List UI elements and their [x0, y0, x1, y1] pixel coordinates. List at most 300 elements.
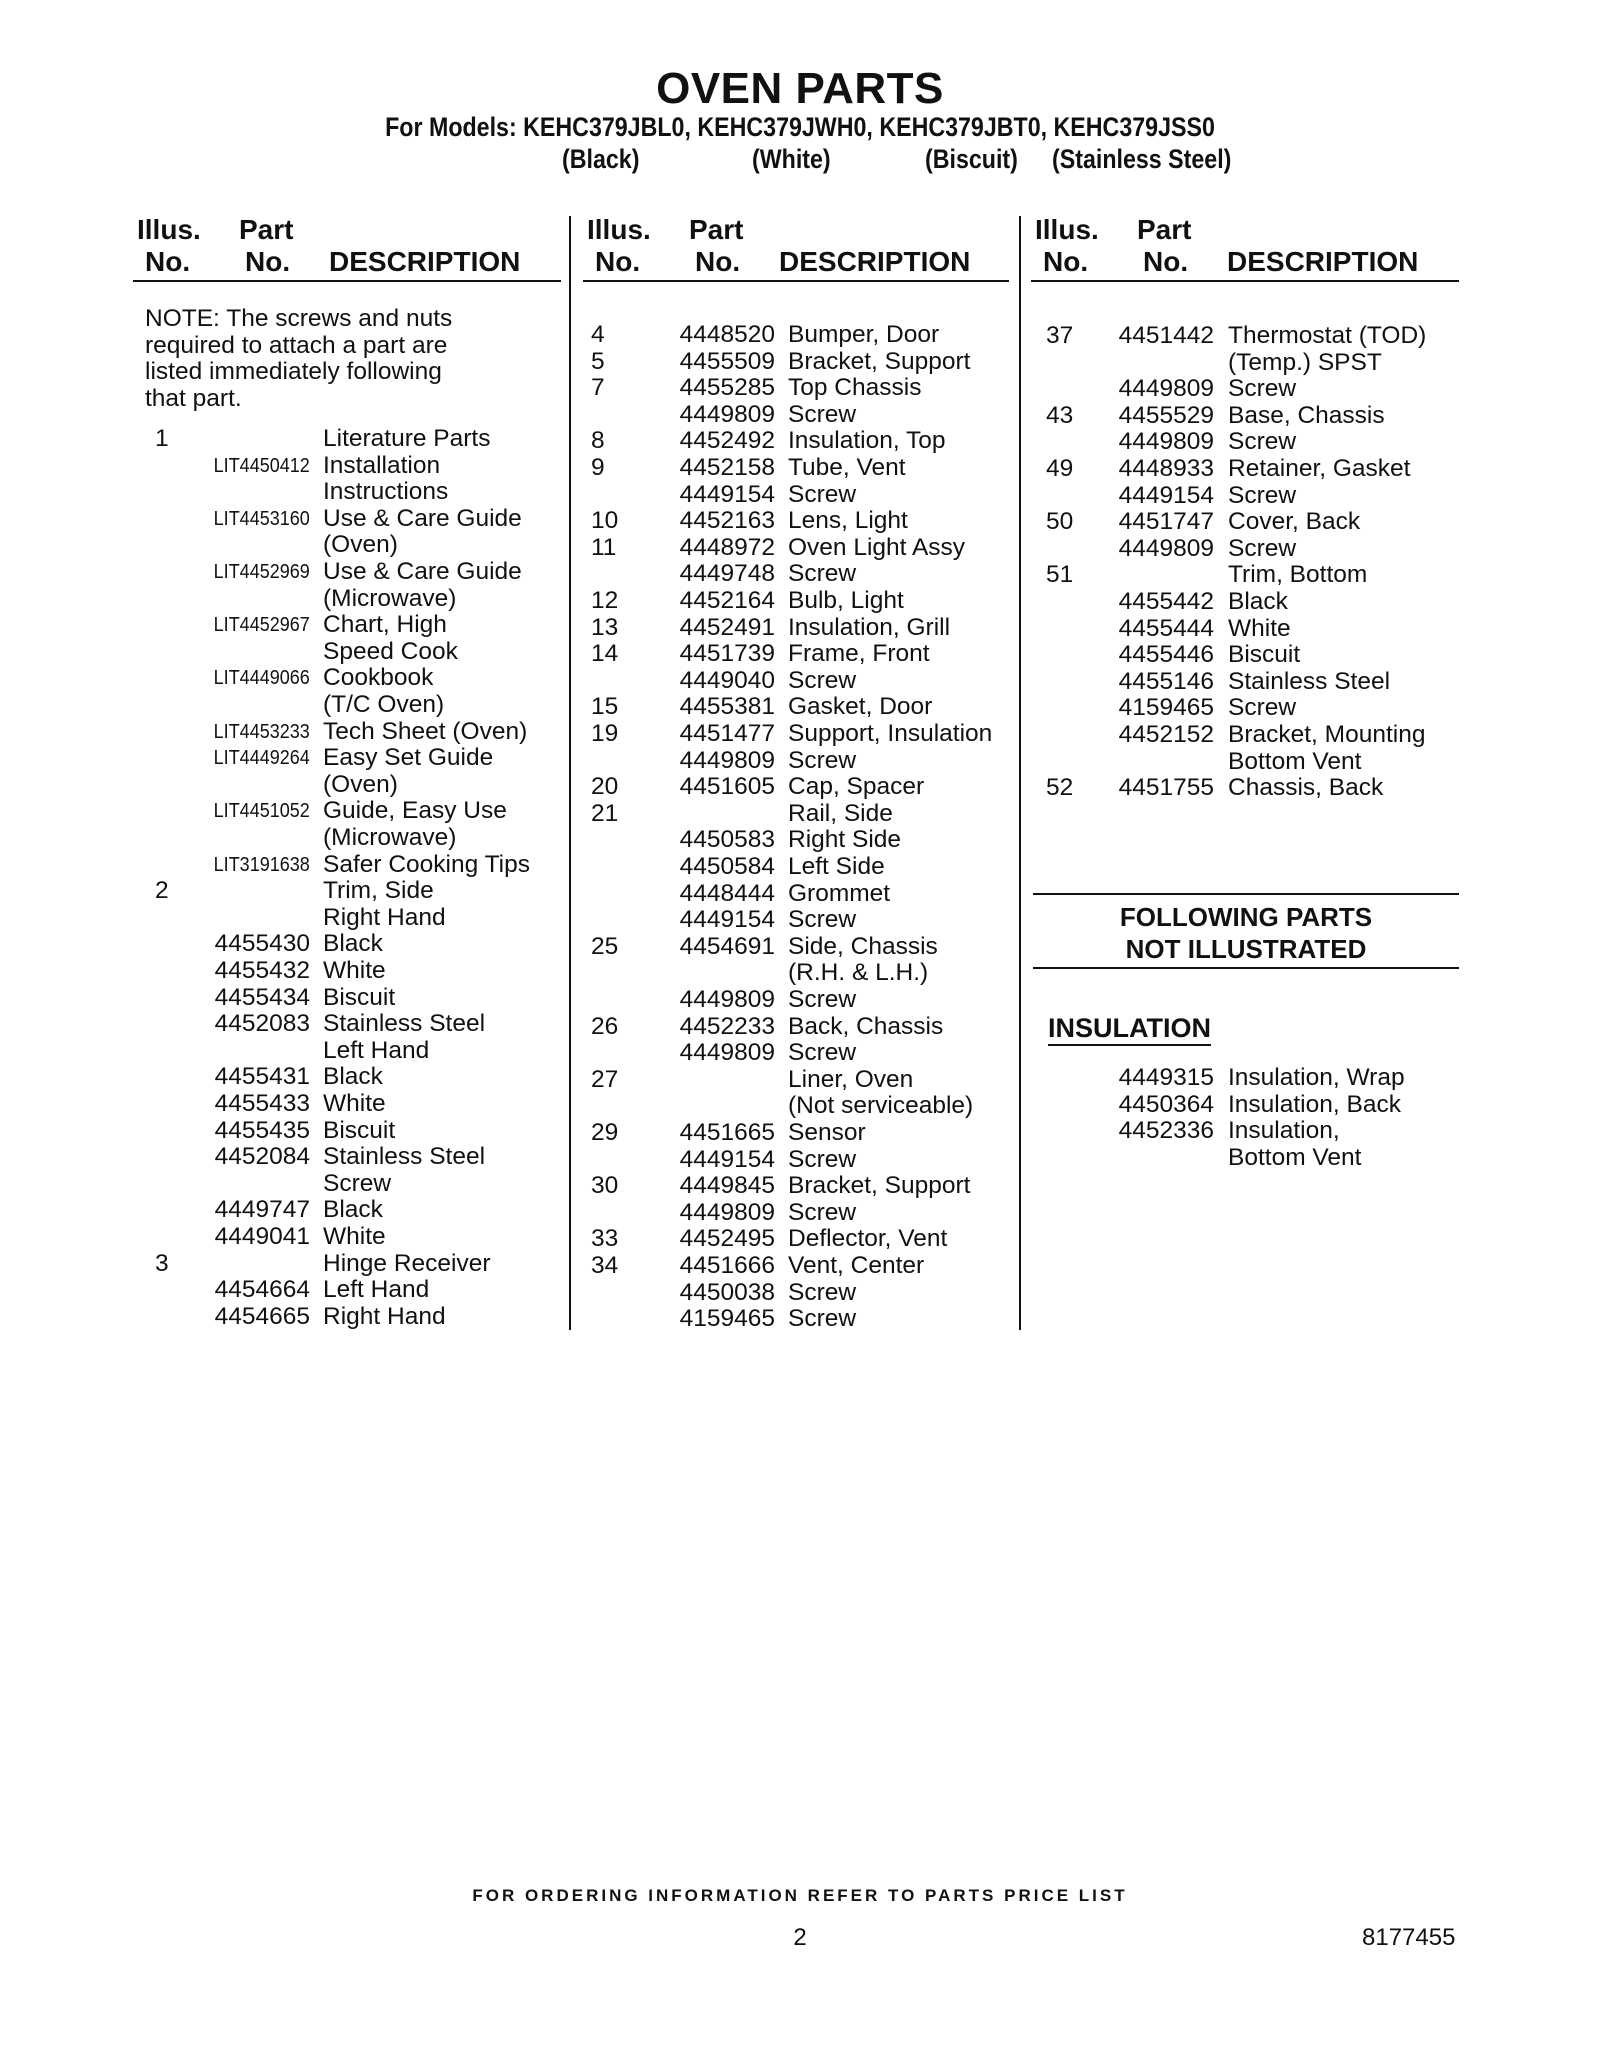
part-number: 4455146 [1118, 667, 1214, 695]
part-description: Speed Cook [323, 637, 458, 665]
page-number: 2 [793, 1924, 807, 1951]
part-description: Screw [1228, 481, 1297, 509]
finish-biscuit: (Biscuit) [925, 144, 1018, 174]
part-description: Right Hand [323, 903, 446, 931]
part-description: Stainless Steel [323, 1010, 486, 1038]
part-description: Screw [1228, 534, 1297, 562]
table-row [1031, 669, 1461, 696]
table-row [1031, 483, 1461, 510]
part-number: 4454665 [214, 1302, 310, 1330]
part-number: 4449154 [679, 480, 775, 508]
part-description: Right Hand [323, 1302, 446, 1330]
column-divider [1019, 216, 1021, 1330]
part-number: 4455435 [214, 1116, 310, 1144]
part-no-label: No. [695, 246, 741, 277]
part-description: Trim, Bottom [1228, 561, 1368, 589]
table-row [133, 426, 563, 453]
part-number: 4452163 [679, 507, 775, 535]
part-number: 4452233 [679, 1012, 775, 1040]
table-row [583, 907, 1013, 934]
part-number: 4448972 [679, 533, 775, 561]
illus-number: 33 [591, 1225, 619, 1253]
part-description: Right Side [788, 826, 902, 854]
part-description: Support, Insulation [788, 720, 993, 747]
table-row [583, 1226, 1013, 1253]
part-number: 4449315 [1118, 1064, 1214, 1091]
part-number: LIT3191638 [213, 853, 310, 876]
table-row [583, 402, 1013, 429]
part-description: Screw [1228, 428, 1297, 456]
part-description: White [323, 1090, 386, 1117]
table-row [133, 719, 563, 746]
part-number: 4449809 [679, 746, 775, 774]
part-description: Insulation, Back [1228, 1090, 1401, 1118]
column-divider [569, 216, 571, 1330]
ordering-info: FOR ORDERING INFORMATION REFER TO PARTS PRICE LIST [472, 1886, 1128, 1905]
illus-number: 7 [591, 374, 605, 402]
part-description: Grommet [788, 879, 891, 907]
table-row [583, 827, 1013, 854]
part-description: Sensor [788, 1119, 866, 1146]
illus-number: 51 [1046, 561, 1074, 589]
part-number: 4449747 [214, 1196, 310, 1224]
table-row [583, 694, 1013, 721]
table-row [133, 852, 563, 879]
illus-number: 37 [1046, 322, 1074, 349]
part-description: Cap, Spacer [788, 773, 925, 801]
part-number: LIT4452969 [213, 561, 310, 583]
table-row [1031, 1092, 1461, 1119]
illus-number: 50 [1046, 508, 1074, 536]
table-row [1031, 695, 1461, 722]
part-description: Screw [788, 480, 857, 508]
table-row [133, 1144, 563, 1171]
part-number: 4449809 [1118, 375, 1214, 403]
not-illustrated-heading [1033, 893, 1459, 969]
part-description: (Oven) [323, 531, 398, 559]
part-number: 4159465 [1118, 694, 1214, 722]
part-description: Insulation, Wrap [1228, 1064, 1405, 1091]
part-description: Bracket, Support [788, 1172, 971, 1200]
table-row [133, 532, 563, 559]
part-description: Screw [788, 666, 857, 694]
illus-label: Illus. [587, 214, 651, 245]
part-description: Retainer, Gasket [1228, 455, 1411, 482]
part-description: Bracket, Mounting [1228, 721, 1426, 748]
illus-number: 14 [591, 640, 619, 668]
illus-number: 21 [591, 799, 619, 827]
table-row [583, 1200, 1013, 1227]
table-row [133, 958, 563, 985]
part-number: 4451665 [679, 1119, 775, 1146]
part-description: Biscuit [1228, 641, 1301, 669]
table-row [1031, 1065, 1461, 1092]
table-row [583, 1093, 1013, 1120]
part-description: Instructions [323, 478, 449, 506]
part-number: 4448444 [679, 879, 775, 907]
table-row [583, 1014, 1013, 1041]
part-description: Base, Chassis [1228, 401, 1385, 429]
illus-number: 19 [591, 720, 619, 747]
table-row [133, 559, 563, 586]
part-description: Installation [323, 451, 441, 479]
illus-label: Illus. [137, 214, 201, 245]
finish-black: (Black) [562, 144, 640, 174]
part-description: Biscuit [323, 1116, 396, 1144]
illus-number: 4 [591, 321, 605, 348]
table-row [583, 482, 1013, 509]
part-description: Insulation, Grill [788, 613, 951, 641]
part-description: Insulation, Top [788, 427, 946, 455]
part-number: 4449154 [679, 1145, 775, 1173]
part-description: Vent, Center [788, 1252, 925, 1279]
illus-number: 29 [591, 1119, 619, 1146]
not-illustrated-line-1: FOLLOWING PARTS [1119, 902, 1373, 932]
part-number: LIT4453160 [213, 507, 310, 530]
part-description: Tube, Vent [788, 454, 906, 481]
part-number: 4451477 [679, 720, 775, 747]
illus-number: 34 [591, 1252, 619, 1279]
model-list: For Models: KEHC379JBL0, KEHC379JWH0, KEHC379JBT0, KEHC379JSS0 [385, 112, 1215, 142]
part-description: Screw [788, 1278, 857, 1306]
part-description: Bulb, Light [788, 587, 904, 614]
table-row [133, 798, 563, 825]
illus-number: 52 [1046, 774, 1074, 802]
table-row [583, 1040, 1013, 1067]
table-row [1031, 642, 1461, 669]
part-description: Biscuit [323, 983, 396, 1011]
illus-number: 8 [591, 427, 605, 455]
illus-no-label: No. [595, 246, 641, 277]
part-description: Bumper, Door [788, 321, 940, 348]
part-description: (R.H. & L.H.) [788, 959, 929, 987]
table-row [583, 1120, 1013, 1147]
table-row [133, 665, 563, 692]
table-row [583, 854, 1013, 881]
table-row [133, 745, 563, 772]
table-row [583, 322, 1013, 349]
table-row [133, 985, 563, 1012]
part-description: Cookbook [323, 664, 434, 692]
part-number: 4452084 [214, 1143, 310, 1171]
part-description: Screw [788, 400, 857, 428]
part-description: Gasket, Door [788, 693, 933, 721]
part-number: 4452152 [1118, 721, 1214, 748]
table-row [133, 1011, 563, 1038]
table-row [1031, 509, 1461, 536]
part-description: Trim, Side [323, 877, 434, 905]
part-description: Oven Light Assy [788, 533, 966, 561]
table-row [133, 1277, 563, 1304]
part-description: Stainless Steel [1228, 667, 1391, 695]
table-row [583, 1253, 1013, 1280]
table-row [1031, 456, 1461, 483]
part-description: Screw [788, 906, 857, 934]
illus-number: 5 [591, 347, 605, 375]
part-description: (T/C Oven) [323, 691, 445, 718]
table-row [1031, 429, 1461, 456]
part-description: (Oven) [323, 770, 398, 798]
part-description: White [323, 1223, 386, 1250]
table-row [133, 1251, 563, 1278]
part-description: White [1228, 614, 1291, 642]
table-row [583, 987, 1013, 1014]
table-row [133, 825, 563, 852]
table-row [583, 801, 1013, 828]
table-row [1031, 350, 1461, 377]
part-number: 4448520 [679, 321, 775, 348]
part-description: Black [323, 1196, 383, 1224]
part-description: Literature Parts [323, 425, 491, 452]
part-number: 4452492 [679, 427, 775, 455]
part-description: Hinge Receiver [323, 1249, 491, 1277]
part-number: 4454691 [679, 932, 775, 960]
table-row [583, 668, 1013, 695]
table-row [583, 748, 1013, 775]
illus-number: 9 [591, 454, 605, 481]
table-row [1031, 403, 1461, 430]
part-description: Bottom Vent [1228, 1143, 1362, 1171]
part-description: Screw [788, 986, 857, 1013]
finish-white: (White) [752, 144, 831, 174]
table-row [583, 641, 1013, 668]
part-description: Black [323, 1063, 383, 1091]
part-description: Black [1228, 588, 1288, 615]
finish-stainless-steel: (Stainless Steel) [1052, 144, 1232, 174]
table-row [1031, 589, 1461, 616]
part-number: LIT4449066 [213, 667, 310, 690]
illus-number: 13 [591, 613, 619, 641]
part-number: LIT4450412 [213, 454, 310, 477]
part-number: 4455446 [1118, 641, 1214, 669]
table-row [1031, 376, 1461, 403]
part-description: Screw [1228, 694, 1297, 722]
part-description: Stainless Steel [323, 1143, 486, 1171]
part-description: Easy Set Guide [323, 744, 494, 772]
part-number: 4452495 [679, 1225, 775, 1253]
illus-number: 1 [155, 425, 169, 452]
table-row [133, 1171, 563, 1198]
part-description: Tech Sheet (Oven) [323, 717, 528, 745]
table-row [583, 375, 1013, 402]
illus-number: 27 [591, 1065, 619, 1093]
part-number: 4449154 [1118, 481, 1214, 509]
part-number: 4451442 [1118, 322, 1214, 349]
page-title: OVEN PARTS [656, 64, 944, 113]
table-row [1031, 562, 1461, 589]
part-description: Screw [788, 1305, 857, 1333]
part-number: 4455509 [679, 347, 775, 375]
table-row [583, 561, 1013, 588]
part-description: Deflector, Vent [788, 1225, 948, 1253]
part-number: 4451605 [679, 773, 775, 801]
part-number: 4455430 [214, 930, 310, 958]
part-number: 4159465 [679, 1305, 775, 1333]
part-number: 4455432 [214, 957, 310, 984]
part-number: 4449809 [679, 1198, 775, 1226]
illus-number: 43 [1046, 401, 1074, 429]
not-illustrated-line-2: NOT ILLUSTRATED [1125, 934, 1367, 964]
part-description: Lens, Light [788, 507, 908, 535]
part-description: Black [323, 930, 383, 958]
part-description: Thermostat (TOD) [1228, 322, 1427, 349]
part-description: (Microwave) [323, 824, 457, 851]
illus-no-label: No. [1043, 246, 1089, 277]
part-number: 4450583 [679, 826, 775, 854]
part-number: 4455285 [679, 374, 775, 402]
part-description: Screw [788, 1039, 857, 1067]
illus-number: 30 [591, 1172, 619, 1200]
part-description: (Temp.) SPST [1228, 348, 1382, 376]
part-description: Screw [1228, 375, 1297, 403]
part-label: Part [239, 214, 294, 245]
illus-number: 49 [1046, 455, 1074, 482]
table-row [133, 1038, 563, 1065]
part-number: LIT4449264 [213, 747, 310, 770]
table-row [133, 905, 563, 932]
part-number: 4449154 [679, 906, 775, 934]
table-row [133, 1064, 563, 1091]
description-label: DESCRIPTION [329, 246, 521, 277]
table-row [1031, 536, 1461, 563]
table-row [583, 774, 1013, 801]
part-description: Bracket, Support [788, 347, 971, 375]
table-row [583, 1147, 1013, 1174]
table-row [133, 506, 563, 533]
table-row [583, 349, 1013, 376]
part-description: Left Hand [323, 1276, 430, 1304]
part-number: 4449040 [679, 666, 775, 694]
table-row [133, 639, 563, 666]
table-row [583, 508, 1013, 535]
table-row [133, 772, 563, 799]
part-description: Cover, Back [1228, 508, 1361, 536]
note-text: NOTE: The screws and nuts required to attach a part are listed immediately following that part. [145, 305, 453, 412]
part-number: 4450584 [679, 853, 775, 880]
part-number: 4451747 [1118, 508, 1214, 536]
part-number: 4452083 [214, 1010, 310, 1038]
part-number: 4452336 [1118, 1117, 1214, 1145]
part-description: Top Chassis [788, 374, 922, 402]
part-number: 4451739 [679, 640, 775, 668]
illus-number: 10 [591, 507, 619, 535]
part-description: Left Side [788, 853, 885, 880]
part-number: 4449748 [679, 560, 775, 588]
table-row [1031, 749, 1461, 776]
table-row [583, 1173, 1013, 1200]
illus-no-label: No. [145, 246, 191, 277]
part-number: LIT4452967 [213, 614, 310, 637]
part-number: 4452491 [679, 613, 775, 641]
illus-number: 15 [591, 693, 619, 721]
column-header-2 [583, 214, 1009, 282]
column-header-1 [133, 214, 561, 282]
table-row [583, 934, 1013, 961]
table-row [133, 1091, 563, 1118]
insulation-heading: INSULATION [1048, 1012, 1211, 1046]
part-number: 4455444 [1118, 614, 1214, 642]
part-number: 4449041 [214, 1223, 310, 1250]
illus-number: 20 [591, 773, 619, 801]
table-row [1031, 1145, 1461, 1172]
table-row [583, 1280, 1013, 1307]
part-no-label: No. [245, 246, 291, 277]
part-description: (Microwave) [323, 584, 457, 612]
table-row [1031, 616, 1461, 643]
illus-number: 11 [591, 533, 617, 561]
table-row [1031, 722, 1461, 749]
part-description: Screw [788, 560, 857, 588]
part-number: 4455442 [1118, 588, 1214, 615]
part-number: 4448933 [1118, 455, 1214, 482]
part-description: Frame, Front [788, 640, 930, 668]
part-number: 4455433 [214, 1090, 310, 1117]
table-row [133, 692, 563, 719]
table-row [583, 1067, 1013, 1094]
illus-number: 25 [591, 932, 619, 960]
part-number: 4452158 [679, 454, 775, 481]
table-row [583, 960, 1013, 987]
part-description: Screw [788, 746, 857, 774]
part-number: 4455381 [679, 693, 775, 721]
table-row [133, 612, 563, 639]
table-row [1031, 323, 1461, 350]
table-row [133, 1197, 563, 1224]
illus-number: 26 [591, 1012, 619, 1040]
table-row [583, 428, 1013, 455]
part-description: Use & Care Guide [323, 558, 522, 585]
illus-number: 12 [591, 587, 619, 614]
table-row [583, 1306, 1013, 1333]
part-number: 4449809 [679, 1039, 775, 1067]
part-number: 4451666 [679, 1252, 775, 1279]
part-number: 4450038 [679, 1278, 775, 1306]
part-description: (Not serviceable) [788, 1092, 974, 1120]
part-description: Chassis, Back [1228, 774, 1384, 802]
part-number: 4454664 [214, 1276, 310, 1304]
part-number: 4455431 [214, 1063, 310, 1091]
part-number: 4452164 [679, 587, 775, 614]
part-number: 4455529 [1118, 401, 1214, 429]
part-description: Screw [323, 1169, 392, 1197]
table-row [583, 881, 1013, 908]
part-number: LIT4453233 [213, 720, 310, 743]
table-row [1031, 1118, 1461, 1145]
part-number: 4451755 [1118, 774, 1214, 802]
part-description: Rail, Side [788, 799, 893, 827]
illus-number: 2 [155, 877, 169, 905]
illus-number: 3 [155, 1249, 169, 1277]
part-number: 4449809 [679, 400, 775, 428]
table-row [133, 453, 563, 480]
table-row [133, 1118, 563, 1145]
part-description: Guide, Easy Use [323, 797, 507, 825]
table-row [133, 479, 563, 506]
part-number: 4449845 [679, 1172, 775, 1200]
table-row [583, 721, 1013, 748]
table-row [133, 1224, 563, 1251]
document-number: 8177455 [1362, 1924, 1456, 1951]
part-number: 4449809 [1118, 534, 1214, 562]
part-description: White [323, 957, 386, 984]
part-number: 4450364 [1118, 1090, 1214, 1118]
table-row [1031, 775, 1461, 802]
illus-label: Illus. [1035, 214, 1099, 245]
part-description: Left Hand [323, 1036, 430, 1064]
part-description: Use & Care Guide [323, 504, 522, 532]
table-row [133, 931, 563, 958]
part-description: Screw [788, 1198, 857, 1226]
